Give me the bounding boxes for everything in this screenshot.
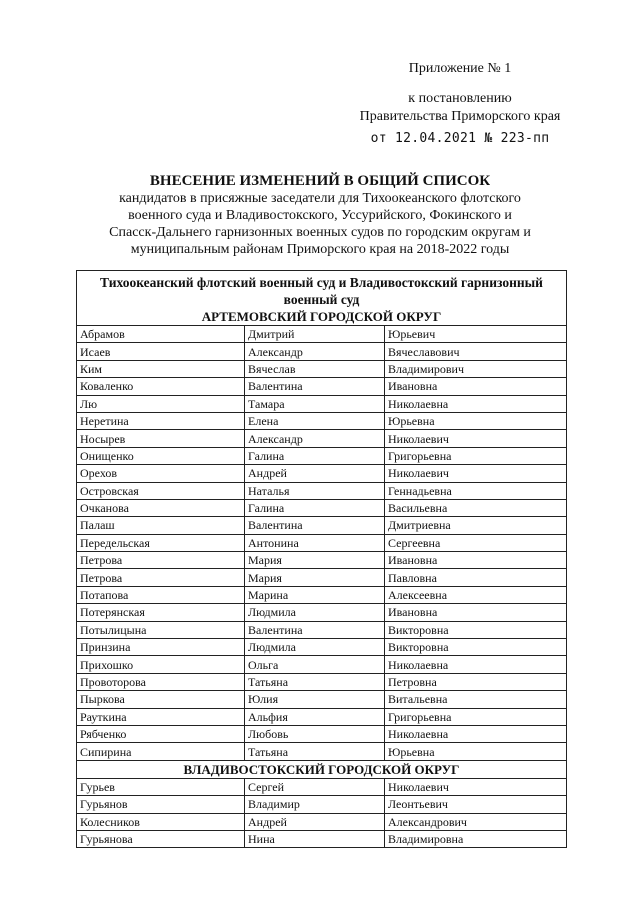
table-row [77, 395, 567, 412]
first-name-cell: Елена [245, 412, 385, 429]
table-row [77, 569, 567, 586]
surname-cell: Передельская [77, 534, 245, 551]
patronymic-cell: Леонтьевич [385, 796, 567, 813]
patronymic-cell: Владимировна [385, 830, 567, 847]
patronymic-cell: Павловна [385, 569, 567, 586]
appendix-line-2: Правительства Приморского края [359, 109, 561, 124]
patronymic-cell: Николаевич [385, 465, 567, 482]
patronymic-cell: Васильевна [385, 499, 567, 516]
table-row [77, 796, 567, 813]
patronymic-cell: Николаевна [385, 656, 567, 673]
first-name-cell: Людмила [245, 604, 385, 621]
first-name-cell: Сергей [245, 778, 385, 795]
first-name-cell: Тамара [245, 395, 385, 412]
surname-cell: Лю [77, 395, 245, 412]
patronymic-cell: Петровна [385, 673, 567, 690]
surname-cell: Пыркова [77, 691, 245, 708]
patronymic-cell: Алексеевна [385, 586, 567, 603]
table-row [77, 378, 567, 395]
surname-cell: Очканова [77, 499, 245, 516]
first-name-cell: Дмитрий [245, 326, 385, 343]
patronymic-cell: Николаевич [385, 778, 567, 795]
table-row [77, 743, 567, 760]
surname-cell: Провоторова [77, 673, 245, 690]
district-name: ВЛАДИВОСТОКСКИЙ ГОРОДСКОЙ ОКРУГ [77, 760, 567, 778]
first-name-cell: Александр [245, 343, 385, 360]
surname-cell: Гурьянова [77, 830, 245, 847]
court-header-row [77, 271, 567, 309]
first-name-cell: Нина [245, 830, 385, 847]
first-name-cell: Ольга [245, 656, 385, 673]
table-row [77, 830, 567, 847]
first-name-cell: Мария [245, 552, 385, 569]
patronymic-cell: Ивановна [385, 604, 567, 621]
table-row [77, 586, 567, 603]
table-row [77, 482, 567, 499]
patronymic-cell: Григорьевна [385, 708, 567, 725]
first-name-cell: Вячеслав [245, 360, 385, 377]
surname-cell: Палаш [77, 517, 245, 534]
first-name-cell: Валентина [245, 621, 385, 638]
first-name-cell: Антонина [245, 534, 385, 551]
district-header-row [77, 308, 567, 326]
first-name-cell: Юлия [245, 691, 385, 708]
subtitle-line: кандидатов в присяжные заседатели для Тихоокеанского флотского [119, 191, 521, 206]
surname-cell: Коваленко [77, 378, 245, 395]
subtitle-line: Спасск-Дальнего гарнизонных военных судов по городским округам и [109, 225, 531, 240]
surname-cell: Гурьянов [77, 796, 245, 813]
first-name-cell: Валентина [245, 378, 385, 395]
surname-cell: Сипирина [77, 743, 245, 760]
patronymic-cell: Александрович [385, 813, 567, 830]
first-name-cell: Владимир [245, 796, 385, 813]
table-row [77, 604, 567, 621]
patronymic-cell: Николаевич [385, 430, 567, 447]
first-name-cell: Галина [245, 499, 385, 516]
surname-cell: Орехов [77, 465, 245, 482]
table-row [77, 447, 567, 464]
patronymic-cell: Ивановна [385, 552, 567, 569]
candidates-table [76, 270, 567, 848]
table-row [77, 778, 567, 795]
patronymic-cell: Дмитриевна [385, 517, 567, 534]
patronymic-cell: Григорьевна [385, 447, 567, 464]
surname-cell: Потылицына [77, 621, 245, 638]
surname-cell: Абрамов [77, 326, 245, 343]
first-name-cell: Любовь [245, 725, 385, 742]
surname-cell: Неретина [77, 412, 245, 429]
patronymic-cell: Николаевна [385, 725, 567, 742]
surname-cell: Рауткина [77, 708, 245, 725]
court-name: Тихоокеанский флотский военный суд и Владивостокский гарнизонный военный суд [77, 271, 567, 309]
first-name-cell: Людмила [245, 639, 385, 656]
patronymic-cell: Вячеславович [385, 343, 567, 360]
surname-cell: Прихошко [77, 656, 245, 673]
surname-cell: Потапова [77, 586, 245, 603]
first-name-cell: Татьяна [245, 673, 385, 690]
surname-cell: Носырев [77, 430, 245, 447]
first-name-cell: Марина [245, 586, 385, 603]
district-name: АРТЕМОВСКИЙ ГОРОДСКОЙ ОКРУГ [77, 308, 567, 326]
table-row [77, 725, 567, 742]
table-row [77, 499, 567, 516]
first-name-cell: Андрей [245, 465, 385, 482]
table-row [77, 430, 567, 447]
table-row [77, 534, 567, 551]
surname-cell: Гурьев [77, 778, 245, 795]
first-name-cell: Альфия [245, 708, 385, 725]
subtitle-line: военного суда и Владивостокского, Уссурийского, Фокинского и [128, 208, 512, 223]
patronymic-cell: Сергеевна [385, 534, 567, 551]
surname-cell: Принзина [77, 639, 245, 656]
patronymic-cell: Владимирович [385, 360, 567, 377]
patronymic-cell: Викторовна [385, 639, 567, 656]
table-row [77, 343, 567, 360]
table-row [77, 621, 567, 638]
patronymic-cell: Витальевна [385, 691, 567, 708]
document-subtitle [60, 190, 580, 258]
patronymic-cell: Викторовна [385, 621, 567, 638]
table-row [77, 412, 567, 429]
document-title: ВНЕСЕНИЕ ИЗМЕНЕНИЙ В ОБЩИЙ СПИСОК [149, 173, 491, 189]
table-row [77, 517, 567, 534]
surname-cell: Колесников [77, 813, 245, 830]
subtitle-line: муниципальным районам Приморского края на 2018-2022 годы [130, 242, 510, 257]
first-name-cell: Андрей [245, 813, 385, 830]
first-name-cell: Мария [245, 569, 385, 586]
appendix-line-1: к постановлению [408, 91, 512, 106]
first-name-cell: Александр [245, 430, 385, 447]
table-row [77, 813, 567, 830]
table-row [77, 326, 567, 343]
district-header-row [77, 760, 567, 778]
table-row [77, 673, 567, 690]
first-name-cell: Наталья [245, 482, 385, 499]
table-row [77, 360, 567, 377]
patronymic-cell: Юрьевич [385, 326, 567, 343]
first-name-cell: Валентина [245, 517, 385, 534]
patronymic-cell: Юрьевна [385, 743, 567, 760]
table-row [77, 465, 567, 482]
surname-cell: Петрова [77, 552, 245, 569]
surname-cell: Ким [77, 360, 245, 377]
table-row [77, 691, 567, 708]
appendix-number: Приложение № 1 [408, 61, 512, 76]
patronymic-cell: Николаевна [385, 395, 567, 412]
patronymic-cell: Геннадьевна [385, 482, 567, 499]
table-row [77, 639, 567, 656]
surname-cell: Онищенко [77, 447, 245, 464]
order-number: от 12.04.2021 № 223-пп [370, 131, 550, 146]
appendix-header [330, 60, 590, 148]
surname-cell: Петрова [77, 569, 245, 586]
table-row [77, 552, 567, 569]
surname-cell: Рябченко [77, 725, 245, 742]
table-row [77, 708, 567, 725]
surname-cell: Островская [77, 482, 245, 499]
surname-cell: Потерянская [77, 604, 245, 621]
candidates-table-wrapper [76, 270, 566, 848]
first-name-cell: Галина [245, 447, 385, 464]
patronymic-cell: Юрьевна [385, 412, 567, 429]
table-row [77, 656, 567, 673]
patronymic-cell: Ивановна [385, 378, 567, 395]
surname-cell: Исаев [77, 343, 245, 360]
first-name-cell: Татьяна [245, 743, 385, 760]
